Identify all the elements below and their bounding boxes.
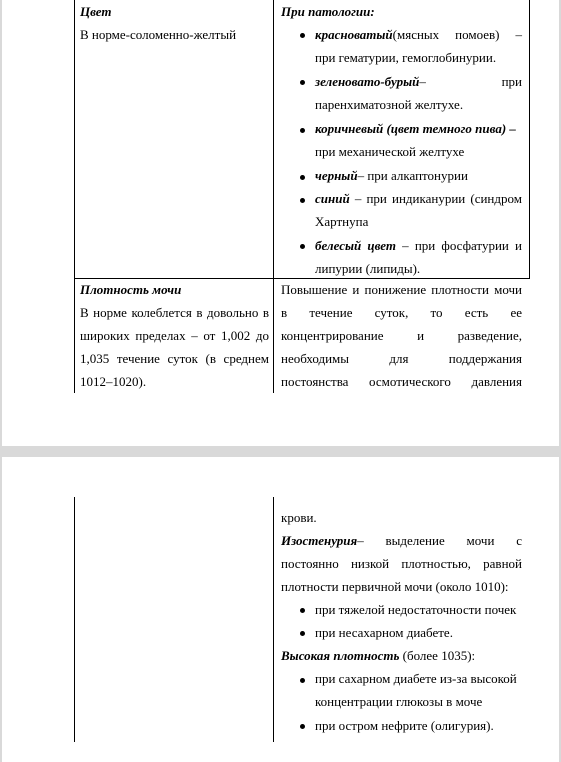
paragraph-line: В норме колеблется в довольно в <box>80 305 269 320</box>
list-item: при остром нефрите (олигурия). <box>315 718 494 733</box>
paragraph-line: концентрирование и разведение, <box>281 328 522 343</box>
paragraph-line: Изостенурия– выделение мочи с <box>281 533 522 548</box>
table-column-divider <box>273 0 274 393</box>
bullet-icon <box>300 80 305 85</box>
table-column-divider <box>273 497 274 742</box>
bullet-icon <box>300 724 305 729</box>
table-left-border <box>74 0 75 393</box>
bullet-icon <box>300 678 305 683</box>
paragraph-line: Высокая плотность (более 1035): <box>281 648 476 663</box>
list-item: при тяжелой недостаточности почек <box>315 602 517 617</box>
list-item: при сахарном диабете из-за высокой <box>315 671 517 686</box>
bullet-icon <box>300 175 305 180</box>
bullet-icon <box>300 608 305 613</box>
document-page-1 <box>2 0 559 446</box>
list-item: коричневый (цвет темного пива) – <box>315 121 516 136</box>
paragraph-line: постоянства осмотического давления <box>281 374 522 389</box>
list-item: при несахарном диабете. <box>315 625 453 640</box>
list-item-continuation: паренхиматозной желтухе. <box>315 97 464 112</box>
paragraph-line: широких пределах – от 1,002 до <box>80 328 269 343</box>
table-left-border <box>74 497 75 742</box>
list-item: зеленовато-бурый– при <box>315 74 522 89</box>
paragraph-line: необходимы для поддержания <box>281 351 522 366</box>
list-item-continuation: Хартнупа <box>315 214 369 229</box>
bullet-icon <box>300 244 305 249</box>
cell-header-density: Плотность мочи <box>80 282 182 297</box>
paragraph-line: в течение суток, то есть ее <box>281 305 522 320</box>
cell-header-pathology: При патологии: <box>281 4 375 19</box>
bullet-icon <box>300 128 305 133</box>
paragraph-line: Повышение и понижение плотности мочи <box>281 282 522 297</box>
list-item: красноватый(мясных помоев) – <box>315 27 522 42</box>
bullet-icon <box>300 33 305 38</box>
list-item: белесый цвет – при фосфатурии и <box>315 238 522 253</box>
paragraph-line: плотности первичной мочи (около 1010): <box>281 579 509 594</box>
document-page-2 <box>2 457 559 762</box>
cell-header-color: Цвет <box>80 4 112 19</box>
cell-normal-color: В норме-соломенно-желтый <box>80 27 237 42</box>
paragraph-line: крови. <box>281 510 317 525</box>
list-item-continuation: концентрации глюкозы в моче <box>315 694 483 709</box>
paragraph-line: 1012–1020). <box>80 374 147 389</box>
list-item-continuation: при гематурии, гемоглобинурии. <box>315 50 497 65</box>
list-item-continuation: при механической желтухе <box>315 144 465 159</box>
bullet-icon <box>300 198 305 203</box>
table-right-border <box>529 0 530 278</box>
list-item: черный– при алкаптонурии <box>315 168 468 183</box>
list-item: синий – при индиканурии (синдром <box>315 191 522 206</box>
list-item-continuation: липурии (липиды). <box>315 261 421 276</box>
paragraph-line: постоянно низкой плотностью, равной <box>281 556 522 571</box>
paragraph-line: 1,035 течение суток (в среднем <box>80 351 269 366</box>
bullet-icon <box>300 631 305 636</box>
